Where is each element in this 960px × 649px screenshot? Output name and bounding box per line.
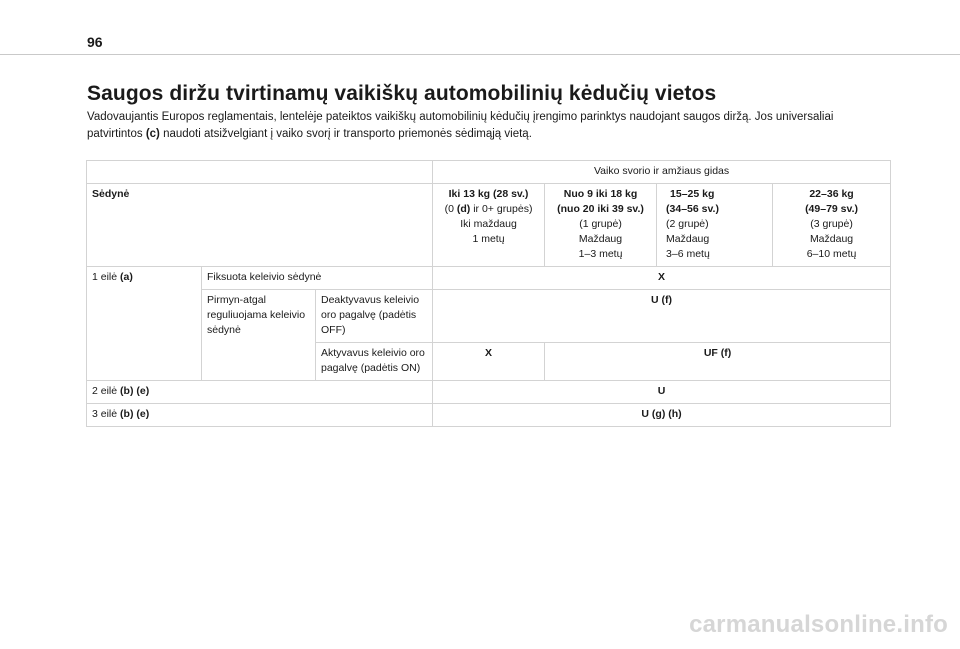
watermark: carmanualsonline.info xyxy=(689,611,948,638)
row-2-label xyxy=(87,381,433,404)
group-2-age-label: Maždaug xyxy=(666,233,710,245)
group-2-weight-lb: (34–56 sv.) xyxy=(666,203,719,215)
group-1-age: 1–3 metų xyxy=(578,248,623,260)
group-0-class-pre: (0 xyxy=(444,203,457,215)
group-3-age: 6–10 metų xyxy=(806,248,857,260)
group-3-header xyxy=(773,184,891,267)
group-3-weight-lb: (49–79 sv.) xyxy=(805,203,858,215)
row-1-footnote: (a) xyxy=(120,271,133,283)
empty-header-cell xyxy=(87,161,433,184)
group-3-age-label: Maždaug xyxy=(809,233,854,245)
airbag-on-rest-value: UF (f) xyxy=(545,343,891,381)
header-divider xyxy=(0,54,960,55)
group-1-weight-lb: (nuo 20 iki 39 sv.) xyxy=(557,203,644,215)
table-row-3 xyxy=(87,404,891,427)
table-row-airbag-off xyxy=(87,290,891,343)
group-0-age: 1 metų xyxy=(472,233,505,245)
group-0-footnote-d: (d) xyxy=(456,203,471,215)
fixed-seat-value: X xyxy=(433,267,891,290)
row-2-label-text: 2 eilė xyxy=(92,385,121,397)
group-2-weight: 15–25 kg xyxy=(670,188,715,200)
fixed-seat-label: Fiksuota keleivio sėdynė xyxy=(202,267,433,290)
intro-footnote-c: (c) xyxy=(145,128,160,140)
airbag-off-value: U (f) xyxy=(433,290,891,343)
row-3-value: U (g) (h) xyxy=(433,404,891,427)
group-1-weight: Nuo 9 iki 18 kg xyxy=(563,188,638,200)
group-3-class: (3 grupė) xyxy=(810,218,853,230)
table-row-fixed-seat xyxy=(87,267,891,290)
intro-text-end: naudoti atsižvelgiant į vaiko svorį ir transporto priemonės sėdimąją vietą. xyxy=(159,128,532,140)
table-header-row-guide xyxy=(87,161,891,184)
guide-header: Vaiko svorio ir amžiaus gidas xyxy=(433,161,891,184)
row-1-label-text: 1 eilė xyxy=(92,271,121,283)
page-title: Saugos diržu tvirtinamų vaikiškų automobilinių kėdučių vietos xyxy=(87,82,717,105)
group-0-weight: Iki 13 kg (28 sv.) xyxy=(448,188,529,200)
intro-text: Vadovaujantis Europos reglamentais, lentelėje pateiktos vaikiškų automobilinių kėdučių įrengimo parinktys naudojant saugos diržą. Jos universaliai patvirtintos xyxy=(87,111,834,140)
group-1-age-label: Maždaug xyxy=(578,233,623,245)
group-2-age: 3–6 metų xyxy=(666,248,710,260)
page-number: 96 xyxy=(87,34,103,50)
adjustable-seat-label: Pirmyn-atgal reguliuojama keleivio sėdynė xyxy=(202,290,316,381)
row-2-value: U xyxy=(433,381,891,404)
airbag-on-label: Aktyvavus keleivio oro pagalvę (padėtis ON) xyxy=(316,343,433,381)
child-seat-table xyxy=(86,160,891,427)
group-3-weight: 22–36 kg xyxy=(809,188,854,200)
row-3-label xyxy=(87,404,433,427)
group-0-class xyxy=(438,202,539,217)
group-0-class-post: ir 0+ grupės) xyxy=(470,203,533,215)
table-header-row-groups xyxy=(87,184,891,267)
airbag-on-group0-value: X xyxy=(433,343,545,381)
group-1-class: (1 grupė) xyxy=(579,218,622,230)
airbag-off-label: Deaktyvavus keleivio oro pagalvę (padėtis OFF) xyxy=(316,290,433,343)
group-2-header xyxy=(657,184,773,267)
seat-header: Sėdynė xyxy=(87,184,433,267)
group-0-age-label: Iki maždaug xyxy=(460,218,517,230)
group-2-class: (2 grupė) xyxy=(666,218,709,230)
row-1-label xyxy=(87,267,202,381)
intro-paragraph xyxy=(87,109,877,143)
row-3-footnotes: (b) (e) xyxy=(120,408,150,420)
row-2-footnotes: (b) (e) xyxy=(120,385,150,397)
table-row-2 xyxy=(87,381,891,404)
group-0-header xyxy=(433,184,545,267)
row-3-label-text: 3 eilė xyxy=(92,408,121,420)
group-1-header xyxy=(545,184,657,267)
